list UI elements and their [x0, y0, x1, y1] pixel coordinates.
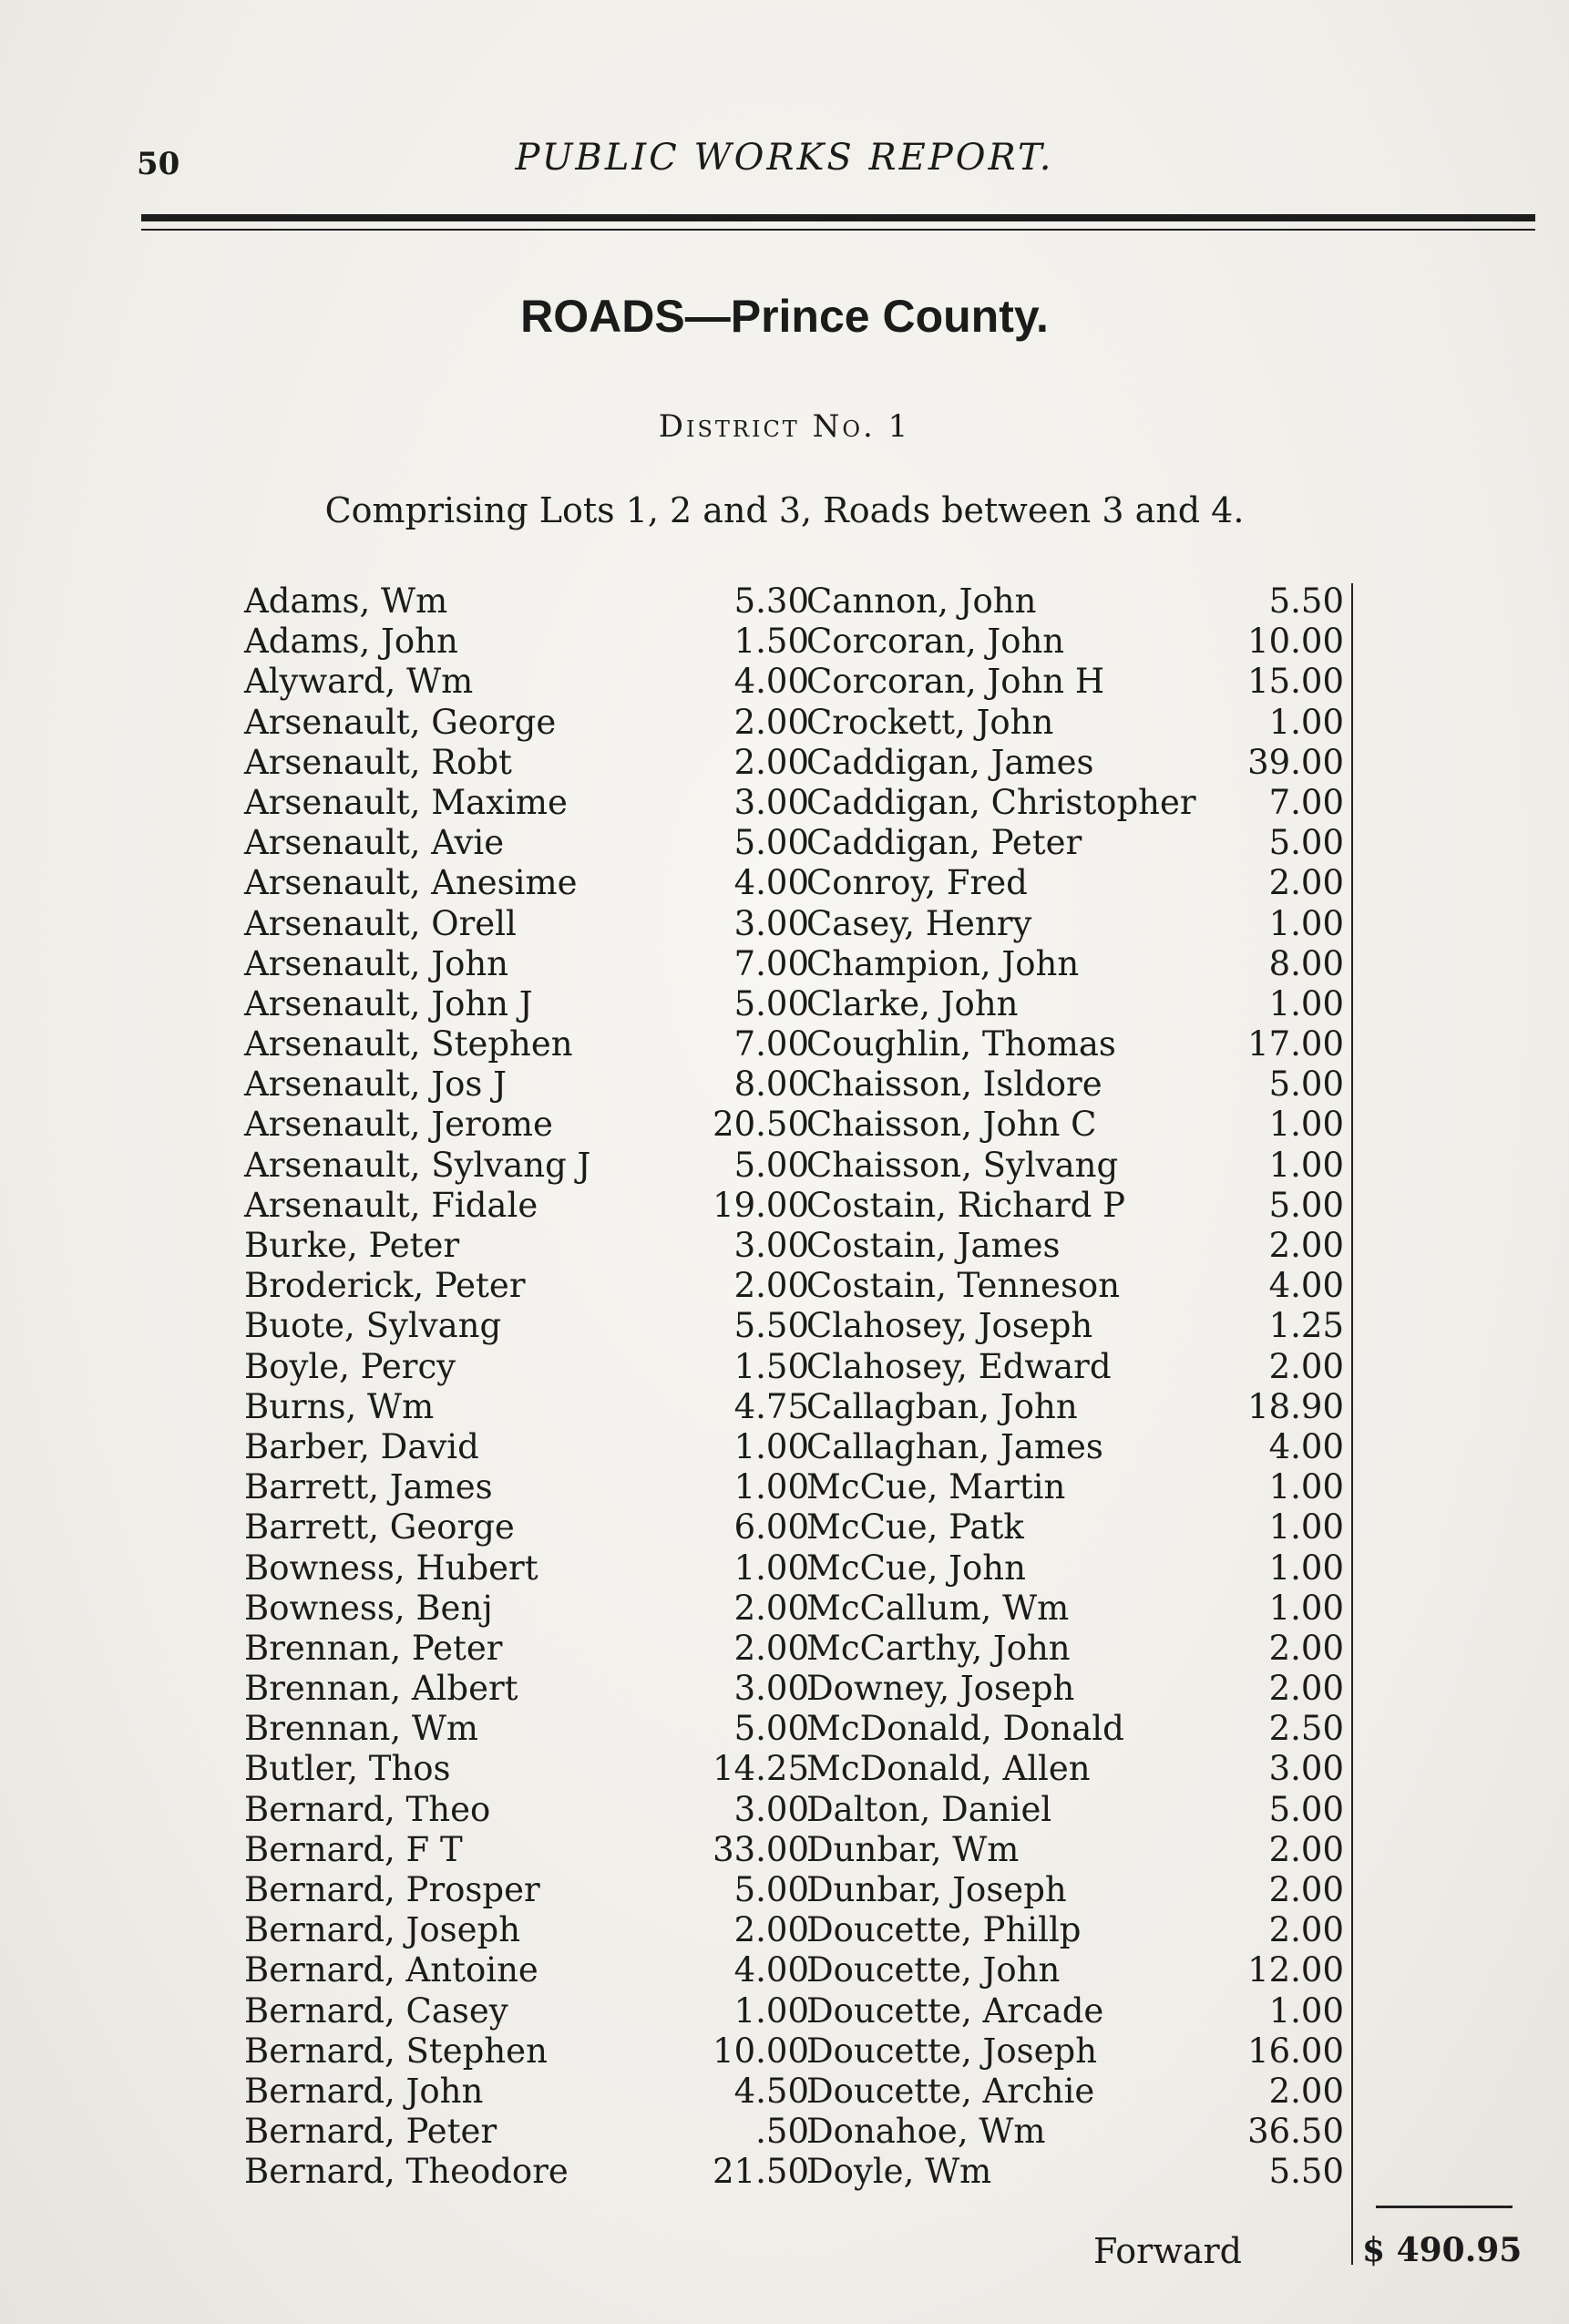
entry-name: Arsenault, Avie: [244, 823, 505, 863]
entry-name: Corcoran, John: [806, 622, 1065, 662]
entry-name: Cannon, John: [806, 581, 1037, 621]
entry-name: Burke, Peter: [244, 1226, 460, 1265]
entry-amount: .50: [755, 2112, 809, 2152]
entry-amount: 7.00: [1268, 782, 1344, 822]
entry-name: Bernard, Joseph: [244, 1910, 521, 1950]
entry-name: Doucette, Archie: [806, 2071, 1095, 2111]
entry-name: Arsenault, John J: [244, 983, 533, 1023]
entry-name: Clarke, John: [806, 983, 1019, 1023]
running-title: PUBLIC WORKS REPORT.: [515, 137, 1054, 179]
entry-amount: 1.00: [1268, 1548, 1344, 1588]
entry-name: Donahoe, Wm: [806, 2112, 1046, 2152]
entry-amount: 4.50: [733, 2071, 809, 2111]
entry-amount: 2.00: [733, 1588, 809, 1628]
entry-name: McCallum, Wm: [806, 1588, 1070, 1628]
entry-amount: 2.00: [1268, 1910, 1344, 1950]
entry-amount: 4.00: [1268, 1266, 1344, 1306]
amount-column-rule: [1351, 583, 1353, 2265]
entry-amount: 3.00: [733, 1669, 809, 1709]
entry-name: McCarthy, John: [806, 1628, 1071, 1668]
entry-name: Buote, Sylvang: [244, 1306, 502, 1346]
entry-name: Bernard, Casey: [244, 1990, 508, 2031]
page-number: 50: [137, 146, 180, 182]
entry-name: Bernard, Antoine: [244, 1950, 538, 1990]
entry-name: Corcoran, John H: [806, 662, 1105, 702]
entry-name: Costain, James: [806, 1226, 1061, 1265]
entry-amount: 20.50: [713, 1105, 809, 1145]
entry-amount: 2.00: [1268, 863, 1344, 903]
entry-amount: 15.00: [1247, 662, 1344, 702]
entry-amount: 5.00: [1268, 1789, 1344, 1829]
entry-name: Adams, Wm: [244, 581, 448, 621]
entry-amount: 1.50: [733, 622, 809, 662]
entry-name: McDonald, Donald: [806, 1709, 1124, 1749]
forward-label: Forward: [1093, 2231, 1243, 2271]
entry-amount: 4.75: [733, 1386, 809, 1426]
entry-name: Barrett, James: [244, 1467, 493, 1507]
entry-amount: 1.00: [733, 1548, 809, 1588]
entry-amount: 19.00: [713, 1185, 809, 1225]
entry-amount: 1.00: [733, 1426, 809, 1466]
entry-amount: 2.00: [733, 702, 809, 742]
entry-amount: 1.00: [733, 1467, 809, 1507]
total-rule: [1376, 2206, 1513, 2208]
entry-name: Chaisson, John C: [806, 1105, 1097, 1145]
entry-amount: 5.00: [733, 823, 809, 863]
entry-name: Chaisson, Sylvang: [806, 1145, 1119, 1185]
entry-amount: 3.00: [733, 903, 809, 943]
entry-name: Arsenault, Stephen: [244, 1024, 573, 1064]
section-title: ROADS—Prince County.: [520, 291, 1049, 342]
entry-amount: 2.00: [1268, 1226, 1344, 1265]
entry-amount: 10.00: [1247, 622, 1344, 662]
entry-amount: 5.00: [1268, 823, 1344, 863]
entry-name: Dunbar, Wm: [806, 1829, 1020, 1869]
entry-amount: 1.00: [1268, 1588, 1344, 1628]
entry-amount: 5.00: [733, 983, 809, 1023]
entry-amount: 7.00: [733, 1024, 809, 1064]
entry-name: Barrett, George: [244, 1507, 515, 1548]
entry-amount: 3.00: [733, 1789, 809, 1829]
entry-name: Barber, David: [244, 1426, 479, 1466]
entry-name: Caddigan, James: [806, 742, 1094, 782]
entry-amount: 2.00: [733, 1910, 809, 1950]
entry-name: Casey, Henry: [806, 903, 1032, 943]
entry-name: Bernard, Peter: [244, 2112, 497, 2152]
entry-name: Doucette, Arcade: [806, 1990, 1104, 2031]
entry-name: Caddigan, Peter: [806, 823, 1082, 863]
entry-name: Brennan, Wm: [244, 1709, 478, 1749]
entry-name: Arsenault, Sylvang J: [244, 1145, 591, 1185]
entry-amount: 5.50: [1268, 2152, 1344, 2192]
district-description: Comprising Lots 1, 2 and 3, Roads between 3 and 4.: [324, 490, 1245, 530]
entry-name: Bernard, Theo: [244, 1789, 491, 1829]
entry-amount: 2.00: [1268, 1669, 1344, 1709]
entry-name: Adams, John: [244, 622, 458, 662]
entry-amount: 2.00: [1268, 1346, 1344, 1386]
entry-name: Boyle, Percy: [244, 1346, 456, 1386]
entry-amount: 2.00: [733, 1628, 809, 1668]
entry-amount: 1.00: [1268, 903, 1344, 943]
entry-name: Brennan, Peter: [244, 1628, 503, 1668]
entry-amount: 1.00: [1268, 1105, 1344, 1145]
entry-name: Arsenault, Robt: [244, 742, 512, 782]
entry-amount: 1.00: [733, 1990, 809, 2031]
entry-amount: 17.00: [1247, 1024, 1344, 1064]
entry-name: Broderick, Peter: [244, 1266, 526, 1306]
entry-amount: 8.00: [1268, 943, 1344, 983]
entry-name: Alyward, Wm: [244, 662, 474, 702]
entry-name: Arsenault, Jos J: [244, 1064, 507, 1105]
entry-amount: 5.50: [1268, 581, 1344, 621]
entry-name: Doucette, John: [806, 1950, 1061, 1990]
entry-amount: 10.00: [713, 2031, 809, 2071]
district-heading: District No. 1: [658, 408, 911, 445]
entry-amount: 1.00: [1268, 1990, 1344, 2031]
entry-name: Doucette, Phillp: [806, 1910, 1082, 1950]
entry-amount: 1.00: [1268, 1507, 1344, 1548]
entry-name: Brennan, Albert: [244, 1669, 518, 1709]
entry-amount: 2.00: [1268, 1628, 1344, 1668]
entry-amount: 5.00: [733, 1870, 809, 1909]
entry-amount: 1.00: [1268, 983, 1344, 1023]
entry-name: Dalton, Daniel: [806, 1789, 1052, 1829]
entry-amount: 7.00: [733, 943, 809, 983]
entry-amount: 4.00: [1268, 1426, 1344, 1466]
entry-name: Bernard, Theodore: [244, 2152, 569, 2192]
entry-name: Arsenault, Jerome: [244, 1105, 553, 1145]
entry-name: Downey, Joseph: [806, 1669, 1075, 1709]
entry-name: McDonald, Allen: [806, 1749, 1091, 1789]
entry-name: Clahosey, Joseph: [806, 1306, 1093, 1346]
entry-amount: 21.50: [713, 2152, 809, 2192]
entry-amount: 4.00: [733, 863, 809, 903]
entry-amount: 2.00: [733, 742, 809, 782]
entry-name: Champion, John: [806, 943, 1080, 983]
entry-name: Caddigan, Christopher: [806, 782, 1196, 822]
entry-name: Costain, Richard P: [806, 1185, 1126, 1225]
entry-amount: 2.00: [1268, 2071, 1344, 2111]
entry-amount: 1.50: [733, 1346, 809, 1386]
entry-name: Burns, Wm: [244, 1386, 435, 1426]
entry-amount: 14.25: [713, 1749, 809, 1789]
entry-name: Coughlin, Thomas: [806, 1024, 1116, 1064]
forward-total: $ 490.95: [1362, 2231, 1523, 2269]
entry-name: Arsenault, Fidale: [244, 1185, 538, 1225]
entry-amount: 3.00: [733, 782, 809, 822]
entry-name: Bowness, Benj: [244, 1588, 493, 1628]
entry-amount: 18.90: [1247, 1386, 1344, 1426]
entry-amount: 5.00: [1268, 1064, 1344, 1105]
entry-amount: 2.50: [1268, 1709, 1344, 1749]
entry-amount: 3.00: [1268, 1749, 1344, 1789]
entry-name: Bernard, Stephen: [244, 2031, 548, 2071]
entry-amount: 4.00: [733, 1950, 809, 1990]
entry-name: Butler, Thos: [244, 1749, 451, 1789]
entry-name: Dunbar, Joseph: [806, 1870, 1067, 1909]
entry-amount: 36.50: [1247, 2112, 1344, 2152]
entry-name: McCue, John: [806, 1548, 1026, 1588]
entry-name: Doucette, Joseph: [806, 2031, 1098, 2071]
entry-name: Callagban, John: [806, 1386, 1078, 1426]
entry-amount: 1.00: [1268, 1145, 1344, 1185]
entry-name: Crockett, John: [806, 702, 1054, 742]
entry-amount: 16.00: [1247, 2031, 1344, 2071]
entry-name: Arsenault, George: [244, 702, 557, 742]
entry-name: Bernard, Prosper: [244, 1870, 540, 1909]
entry-amount: 2.00: [1268, 1870, 1344, 1909]
entry-name: Arsenault, Orell: [244, 903, 517, 943]
entry-name: Bowness, Hubert: [244, 1548, 538, 1588]
entry-amount: 1.00: [1268, 1467, 1344, 1507]
entry-name: Arsenault, Anesime: [244, 863, 578, 903]
entry-name: Doyle, Wm: [806, 2152, 992, 2192]
entry-amount: 6.00: [733, 1507, 809, 1548]
entry-name: Bernard, F T: [244, 1829, 463, 1869]
entry-name: Arsenault, John: [244, 943, 509, 983]
entry-name: Costain, Tenneson: [806, 1266, 1121, 1306]
entry-amount: 5.30: [733, 581, 809, 621]
entry-amount: 5.50: [733, 1306, 809, 1346]
entry-amount: 5.00: [1268, 1185, 1344, 1225]
entry-name: Conroy, Fred: [806, 863, 1028, 903]
header-rule-thin: [141, 229, 1535, 231]
entry-name: Callaghan, James: [806, 1426, 1103, 1466]
entry-amount: 2.00: [1268, 1829, 1344, 1869]
entry-amount: 1.00: [1268, 702, 1344, 742]
entry-amount: 39.00: [1247, 742, 1344, 782]
entry-name: Arsenault, Maxime: [244, 782, 568, 822]
entry-amount: 5.00: [733, 1145, 809, 1185]
entry-name: Clahosey, Edward: [806, 1346, 1112, 1386]
entry-name: McCue, Patk: [806, 1507, 1024, 1548]
entry-name: Bernard, John: [244, 2071, 484, 2111]
entry-amount: 8.00: [733, 1064, 809, 1105]
entry-amount: 12.00: [1247, 1950, 1344, 1990]
entry-name: McCue, Martin: [806, 1467, 1066, 1507]
entry-amount: 4.00: [733, 662, 809, 702]
entry-amount: 3.00: [733, 1226, 809, 1265]
entry-amount: 5.00: [733, 1709, 809, 1749]
entry-amount: 2.00: [733, 1266, 809, 1306]
entry-name: Chaisson, Isldore: [806, 1064, 1102, 1105]
header-rule: [141, 214, 1535, 221]
entry-amount: 1.25: [1268, 1306, 1344, 1346]
entry-amount: 33.00: [713, 1829, 809, 1869]
